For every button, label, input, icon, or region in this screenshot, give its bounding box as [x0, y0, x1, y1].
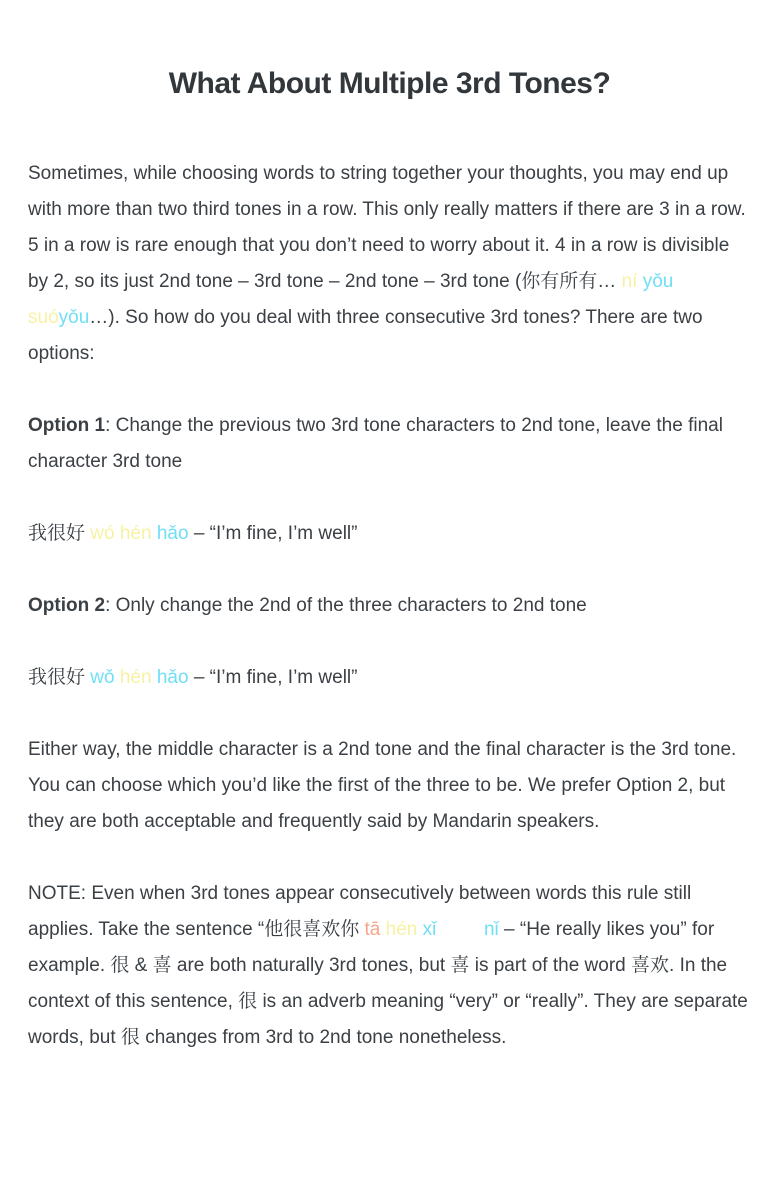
text-segment-tone3: hǎo — [156, 523, 189, 544]
text-segment-tone1: tā — [364, 919, 381, 940]
text-segment-tone2: hén — [119, 667, 152, 688]
text-segment-normal: Sometimes, while choosing words to string together your thoughts, you may end up with more than two third tones in a row. This only really matters if there are 3 in a row. 5 in a row is rare enough that you don’t need to worry about it. 4 in a row is divisible by 2, so its just 2nd tone – 3rd tone – 2nd tone – 3rd tone (你有所有… — [28, 163, 746, 292]
text-segment-normal: – “He really likes you” for example. 很 & 喜 are both naturally 3rd tones, but 喜 is part of the word 喜欢. In the context of this sentence, 很 is an adverb meaning “very” or “really”. They are separate words, but 很 changes from 3rd to 2nd tone nonetheless. — [28, 919, 748, 1048]
text-segment-tone3: yǒu — [58, 307, 90, 328]
text-segment-tone2: suó — [28, 307, 59, 328]
paragraph-note — [28, 876, 751, 1056]
page-title: What About Multiple 3rd Tones? — [168, 67, 611, 100]
text-segment-normal: 我很好 — [28, 667, 91, 688]
paragraph-either-way — [28, 732, 751, 840]
paragraph-option-1 — [28, 408, 751, 480]
text-segment-bold: Option 1 — [28, 415, 106, 436]
paragraph-example-1 — [28, 516, 751, 552]
text-segment-normal: …). So how do you deal with three consecutive 3rd tones? There are two options: — [28, 307, 703, 364]
text-segment-normal: : Only change the 2nd of the three characters to 2nd tone — [105, 595, 587, 616]
text-segment-tone3: wǒ — [90, 667, 115, 688]
text-segment-normal: NOTE: Even when 3rd tones appear consecutively between words this rule still applies. Take the sentence “他很喜欢你 — [28, 883, 692, 940]
text-segment-tone3: nǐ — [483, 919, 499, 940]
text-segment-tone2: ní — [621, 271, 638, 292]
text-segment-bold: Option 2 — [28, 595, 106, 616]
text-segment-tone3: yǒu — [642, 271, 674, 292]
text-segment-tone3: hǎo — [156, 667, 189, 688]
text-segment-normal: 我很好 — [28, 523, 91, 544]
text-segment-toneneutral: huan — [436, 919, 479, 940]
text-segment-normal: Either way, the middle character is a 2nd tone and the final character is the 3rd tone. You can choose which you’d like the first of the three to be. We prefer Option 2, but they are both acceptable and frequently said by Mandarin speakers. — [28, 739, 737, 832]
article-page — [0, 66, 779, 1188]
text-segment-normal: – “I’m fine, I’m well” — [188, 523, 358, 544]
paragraph-option-2 — [28, 588, 751, 624]
text-segment-tone2: wó — [90, 523, 115, 544]
text-segment-tone3: xǐ — [422, 919, 437, 940]
paragraph-example-2 — [28, 660, 751, 696]
text-segment-tone2: hén — [119, 523, 152, 544]
paragraph-intro — [28, 156, 751, 372]
text-segment-tone2: hén — [385, 919, 418, 940]
text-segment-normal: – “I’m fine, I’m well” — [188, 667, 358, 688]
text-segment-normal: : Change the previous two 3rd tone characters to 2nd tone, leave the final character 3rd tone — [28, 415, 723, 472]
